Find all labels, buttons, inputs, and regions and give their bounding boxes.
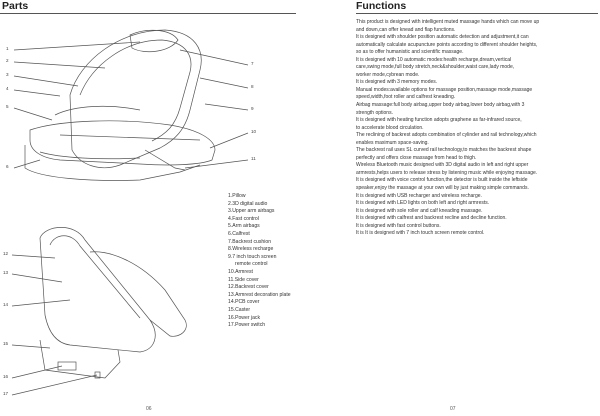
parts-list-item: 16.Power jack (228, 314, 260, 321)
function-line: so as to offer humanistic and scientific massage. (356, 49, 464, 56)
callout-5: 5 (6, 104, 9, 109)
functions-list (356, 19, 596, 238)
parts-list-item: 13.Armrest decoration plate (228, 291, 291, 298)
callout-11: 11 (251, 156, 256, 161)
function-line: automatically calculate acupuncture points according to different shoulder heights, (356, 41, 538, 48)
function-line: perfectly and offers close massage from head to thigh. (356, 154, 477, 161)
function-line: It is designed with 10 automatic modes:health recharge,dream,vertical (356, 56, 512, 63)
parts-list-item: 9.7 inch touch screen (228, 253, 277, 260)
function-line: care,swing mode,full body stretch,neck&shoulder,waist care,lady mode, (356, 64, 515, 71)
parts-list-item: 4.Fast control (228, 215, 259, 222)
function-line: It is designed with calfrest and backrest recline and decline function. (356, 215, 507, 222)
functions-page (300, 0, 600, 416)
function-line: It is designed with fast control buttons. (356, 222, 441, 229)
function-line: strength options. (356, 109, 393, 116)
parts-list-item: 2.3D digital audio (228, 200, 268, 207)
function-line: Wireless Bluetooth music designed with 3D digital audio in left and right upper (356, 162, 529, 169)
function-line: It is designed with sole roller and calf kneading massage. (356, 207, 483, 214)
parts-list-item: 15.Caster (228, 306, 251, 313)
functions-heading: Functions (356, 0, 407, 12)
function-line: It is designed with shoulder position automatic detection and adjustment,it can (356, 34, 529, 41)
callout-8: 8 (251, 84, 254, 89)
function-line: It is designed with heating function adopts graphene as far-infrared source, (356, 117, 522, 124)
back-chair-drawing (12, 227, 186, 395)
parts-list-item: 6.Calfrest (228, 230, 250, 237)
callout-4: 4 (6, 86, 9, 91)
function-line: It is It is designed with 7 inch touch screen remote control. (356, 230, 485, 237)
callout-16: 16 (3, 374, 9, 379)
function-line: worker mode,cybrean mode. (356, 71, 420, 78)
heading-rule (356, 13, 598, 14)
function-line: This product is designed with intelligent muted massage hands which can move up (356, 19, 540, 25)
callout-15: 15 (3, 341, 9, 346)
parts-list-item: 1.Pillow (228, 193, 246, 199)
function-line: enables maximum space-saving. (356, 139, 429, 146)
parts-list-item: 11.Side cover (228, 276, 259, 283)
parts-heading: Parts (2, 0, 29, 12)
page-number: 07 (450, 406, 456, 412)
parts-list-item: 8.Wireless recharge (228, 246, 274, 253)
callout-9: 9 (251, 106, 254, 111)
callout-17: 17 (3, 391, 9, 396)
function-line: The reclining of backrest adopts combination of cylinder and rail technology,which (356, 132, 537, 139)
parts-list-item: 17.Power switch (228, 322, 266, 329)
function-line: It is designed with 3 memory modes. (356, 79, 438, 86)
parts-list-item: 10.Armrest (228, 268, 253, 275)
function-line: and down,can offer knead and flap functions. (356, 26, 456, 33)
function-line: to accelerate blood circulation. (356, 124, 424, 131)
parts-list-item: remote control (235, 261, 268, 268)
function-line: It is designed with LED lights on both left and right armrests. (356, 200, 490, 207)
parts-list-item: 7.Backrest cushion (228, 238, 272, 245)
callout-6: 6 (6, 164, 9, 169)
parts-list-item: 3.Upper arm airbags (228, 208, 275, 215)
parts-list (228, 193, 303, 330)
callout-3: 3 (6, 72, 9, 77)
function-line: The backrest rail uses SL curved rail technology,to matches the backrest shape (356, 147, 532, 154)
function-line: Airbag massage:full body airbag,upper body airbag,lower body airbag,with 3 (356, 102, 525, 109)
callout-10: 10 (251, 129, 257, 134)
callout-13: 13 (3, 270, 9, 275)
function-line: It is designed with voice control function,the detector is built inside the leftside (356, 177, 528, 184)
page-number: 06 (146, 406, 152, 412)
parts-list-item: 12.Backrest cover (228, 284, 269, 291)
function-line: armrests,helps users to release stress by listening music while enjoying massage. (356, 169, 538, 176)
callout-7: 7 (251, 61, 254, 66)
function-line: It is designed with USB recharger and wireless recharge. (356, 192, 482, 199)
function-line: speaker,enjoy the massage at your own will by just making simple commands. (356, 185, 529, 192)
function-line: Manual modes:available options for massage position,massage mode,massage (356, 86, 533, 93)
parts-list-item: 14.PCB cover (228, 299, 260, 306)
front-chair-drawing (14, 30, 248, 181)
callout-2: 2 (6, 58, 9, 63)
callout-1: 1 (6, 46, 9, 51)
callout-14: 14 (3, 302, 9, 307)
parts-list-item: 5.Arm airbags (228, 223, 260, 230)
callout-12: 12 (3, 251, 9, 256)
function-line: speed,width,foot roller and calfrest kneading. (356, 94, 456, 101)
